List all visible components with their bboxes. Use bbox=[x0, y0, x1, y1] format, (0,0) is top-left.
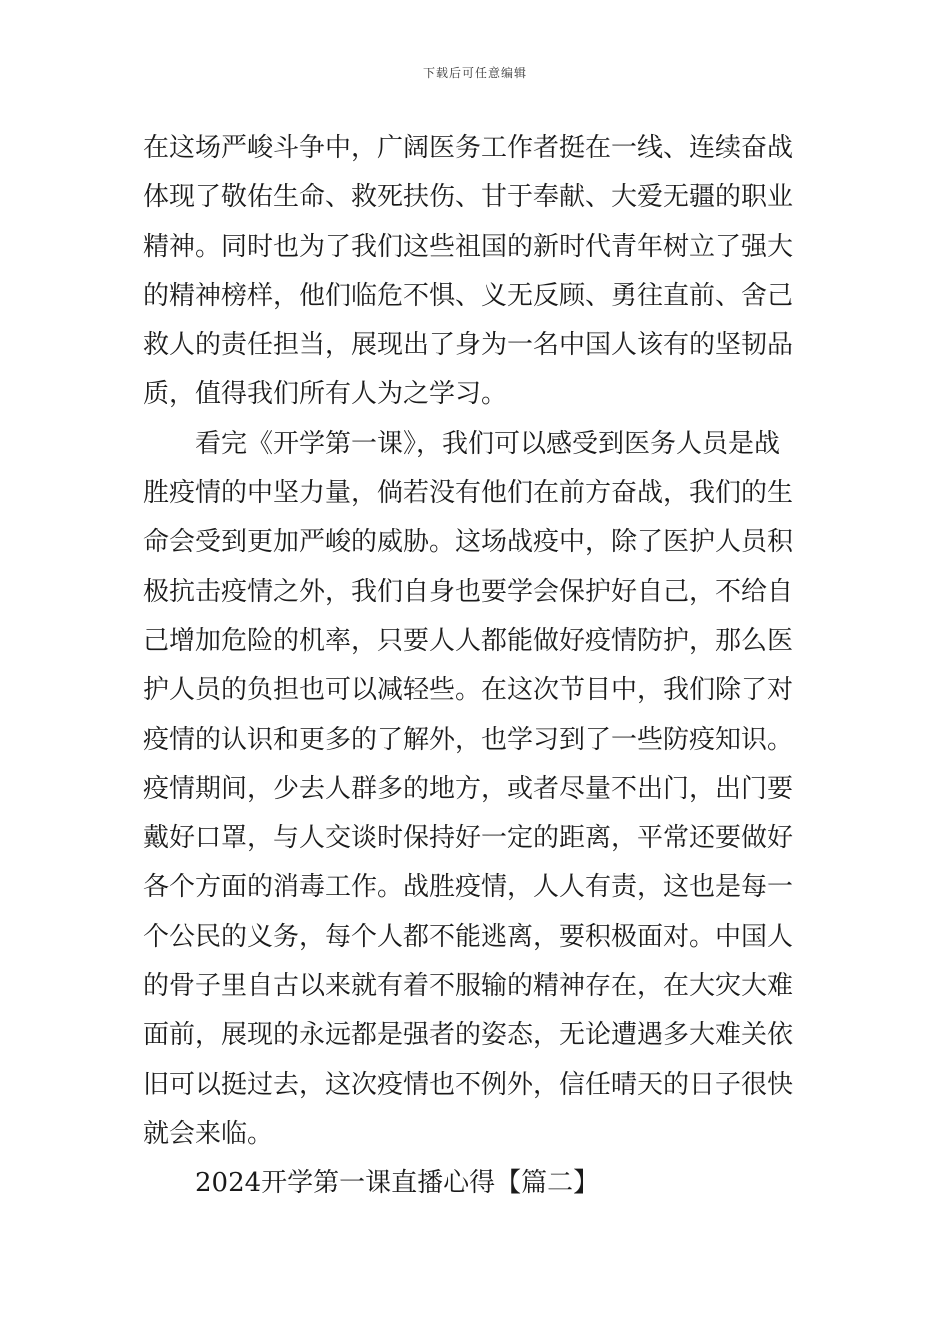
text-line: 护人员的负担也可以减轻些。在这次节目中，我们除了对 bbox=[143, 675, 794, 706]
text-line: 戴好口罩，与人交谈时保持好一定的距离，平常还要做好 bbox=[143, 823, 794, 854]
text-line: 面前，展现的永远都是强者的姿态，无论遭遇多大难关依 bbox=[143, 1020, 794, 1051]
text-line: 精神。同时也为了我们这些祖国的新时代青年树立了强大 bbox=[143, 231, 794, 262]
text-line: 就会来临。 bbox=[143, 1118, 274, 1149]
text-line: 的骨子里自古以来就有着不服输的精神存在，在大灾大难 bbox=[143, 971, 794, 1002]
section-heading: 2024开学第一课直播心得【篇二】 bbox=[195, 1168, 600, 1199]
text-line: 看完《开学第一课》，我们可以感受到医务人员是战 bbox=[195, 428, 781, 459]
page-header-note: 下载后可任意编辑 bbox=[422, 66, 527, 80]
text-line: 质，值得我们所有人为之学习。 bbox=[143, 379, 508, 410]
document-body bbox=[143, 124, 807, 1209]
text-line: 己增加危险的机率，只要人人都能做好疫情防护，那么医 bbox=[143, 625, 794, 656]
paragraph-1 bbox=[143, 124, 807, 420]
text-line: 救人的责任担当，展现出了身为一名中国人该有的坚韧品 bbox=[143, 330, 794, 361]
text-line: 胜疫情的中坚力量，倘若没有他们在前方奋战，我们的生 bbox=[143, 478, 794, 509]
text-line: 疫情的认识和更多的了解外，也学习到了一些防疫知识。 bbox=[143, 724, 794, 755]
text-line: 体现了敬佑生命、救死扶伤、甘于奉献、大爱无疆的职业 bbox=[143, 182, 794, 213]
text-line: 各个方面的消毒工作。战胜疫情，人人有责，这也是每一 bbox=[143, 872, 794, 903]
text-line: 个公民的义务，每个人都不能逃离，要积极面对。中国人 bbox=[143, 921, 794, 952]
text-line: 在这场严峻斗争中，广阔医务工作者挺在一线、连续奋战 bbox=[143, 133, 794, 163]
text-line: 旧可以挺过去，这次疫情也不例外，信任晴天的日子很快 bbox=[143, 1069, 794, 1100]
text-line: 极抗击疫情之外，我们自身也要学会保护好自己，不给自 bbox=[143, 576, 794, 607]
text-line: 疫情期间，少去人群多的地方，或者尽量不出门，出门要 bbox=[143, 773, 794, 804]
text-line: 的精神榜样，他们临危不惧、义无反顾、勇往直前、舍己 bbox=[143, 280, 794, 311]
paragraph-2 bbox=[143, 420, 807, 1159]
text-line: 命会受到更加严峻的威胁。这场战疫中，除了医护人员积 bbox=[143, 527, 794, 558]
